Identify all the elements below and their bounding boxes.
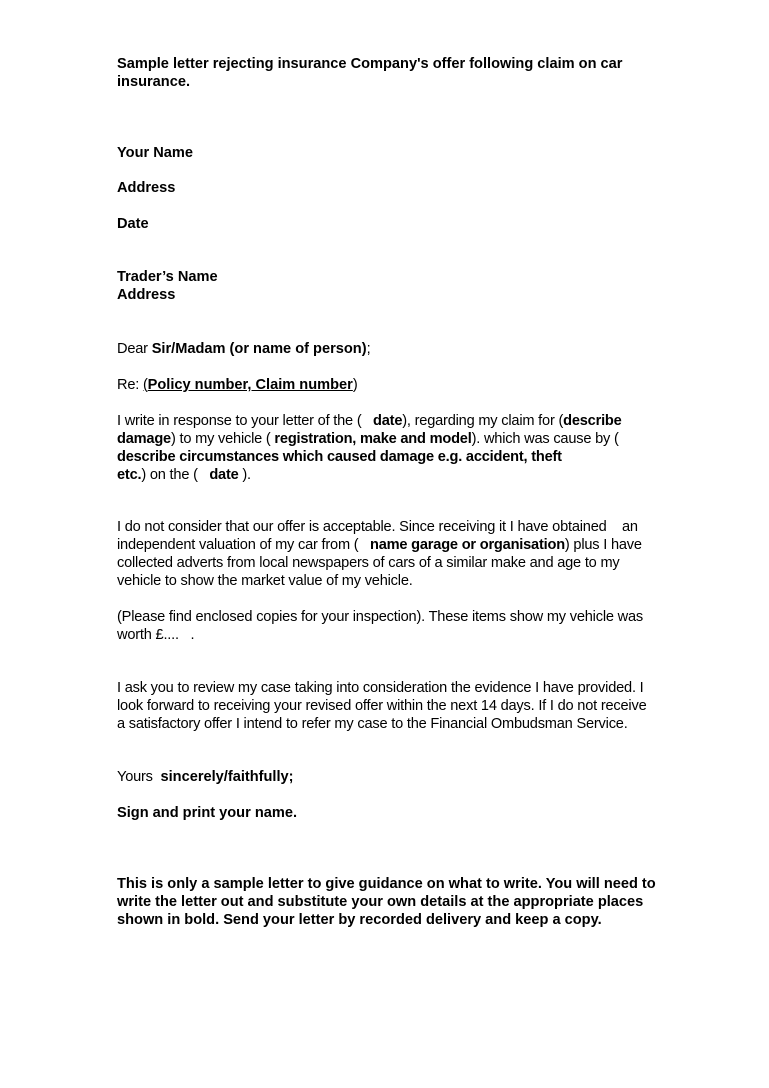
- paragraph-enclosed: (Please find enclosed copies for your inspection). These items show my vehicle was worth £.... .: [117, 609, 647, 643]
- closing: [117, 768, 657, 786]
- salutation-suffix: ;: [366, 341, 371, 357]
- p1-text-5: ) on the (: [141, 467, 210, 483]
- p1-placeholder-damage: describe damage: [117, 413, 622, 447]
- p2-placeholder-garage: name garage or organisation: [370, 537, 565, 553]
- p1-placeholder-date-2: date: [209, 467, 239, 483]
- p1-text-6: ).: [238, 467, 251, 483]
- salutation: [117, 340, 657, 358]
- reference-prefix: Re:: [117, 377, 143, 393]
- paragraph-valuation: [117, 518, 657, 590]
- reference-close: ): [352, 377, 358, 393]
- guidance-note: This is only a sample letter to give guidance on what to write. You will need to write the letter out and substitute your own details at the appropriate places shown in bold. Send your letter by recorded delivery and keep a copy.: [117, 876, 656, 928]
- reference-value: Policy number, Claim number: [147, 377, 353, 393]
- closing-prefix: Yours: [117, 769, 161, 785]
- p1-text-4: ). which was cause by (: [471, 431, 619, 447]
- p2-text-1: I do not consider that our offer is acceptable. Since receiving it I have obtained an independent valuation of my car from (: [117, 519, 642, 553]
- p1-placeholder-date: date: [373, 413, 403, 429]
- salutation-name: Sir/Madam (or name of person): [151, 341, 367, 357]
- closing-value: sincerely/faithfully;: [160, 769, 294, 785]
- p2-text-2: ) plus I have collected adverts from local newspapers of cars of a similar make and age to my vehicle to show the market value of my vehicle.: [117, 537, 642, 589]
- p1-placeholder-circumstances: describe circumstances which caused damage e.g. accident, theft etc.: [117, 449, 562, 483]
- sender-address: Address: [117, 180, 176, 196]
- p1-placeholder-vehicle: registration, make and model: [274, 431, 472, 447]
- recipient-name: Trader’s Name: [117, 269, 218, 285]
- salutation-prefix: Dear: [117, 341, 152, 357]
- reference-line: [117, 376, 657, 394]
- paragraph-claim: [117, 412, 657, 484]
- document-title: Sample letter rejecting insurance Company's offer following claim on car insurance.: [117, 56, 623, 90]
- p1-text-3: ) to my vehicle (: [170, 431, 275, 447]
- paragraph-review: I ask you to review my case taking into consideration the evidence I have provided. I look forward to receiving your revised offer within the next 14 days. If I do not receive a satisfactory offer I intend to refer my case to the Financial Ombudsman Service.: [117, 680, 647, 732]
- signature-instruction: Sign and print your name.: [117, 805, 298, 821]
- reference-open: (: [142, 377, 148, 393]
- sender-name: Your Name: [117, 145, 193, 161]
- p1-text-1: I write in response to your letter of the (: [117, 413, 374, 429]
- recipient-address: Address: [117, 287, 176, 303]
- sender-date: Date: [117, 216, 149, 232]
- p1-text-2: ), regarding my claim for (: [402, 413, 564, 429]
